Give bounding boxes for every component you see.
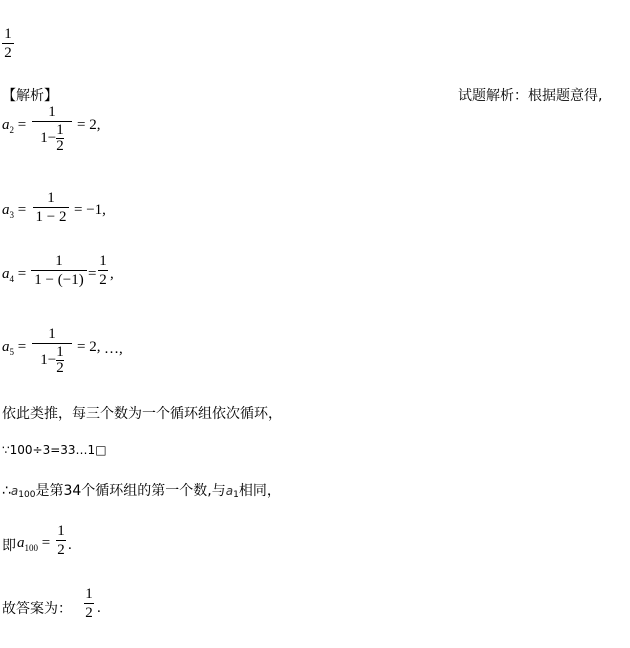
equation-a5-tail: …, [104, 341, 123, 357]
answer-label: 故答案为： [2, 601, 72, 617]
analysis-heading: 【解析】 [2, 88, 58, 104]
answer-fraction: 1 2 [85, 586, 93, 621]
equation-a3-lhs: $a_3$ = [2, 202, 27, 220]
conclusion-tail: . [68, 537, 72, 553]
top-answer-denominator: 2 [4, 45, 12, 61]
equation-a5-fraction: 1 1− $\frac{1}{2}$ [32, 326, 72, 376]
answer-tail: . [97, 600, 101, 616]
conclusion-fraction: 1 2 [57, 523, 65, 558]
conclusion-label: 即 [2, 538, 16, 554]
equation-a3-rhs: = −1, [74, 202, 106, 218]
top-answer-numerator: 1 [4, 26, 12, 42]
equation-a4-rhs-fraction: 1 2 [99, 253, 107, 288]
top-answer-fraction [2, 26, 14, 61]
analysis-intro: 试题解析：根据题意得, [458, 88, 603, 104]
division-statement: ∵100÷3=33…1□ [2, 443, 107, 457]
equation-a4-eq: = [88, 266, 97, 282]
conclusion-lhs: $a_{100}$ = [17, 535, 51, 553]
equation-a5-rhs: = 2, [77, 339, 101, 355]
equation-a5-lhs: $a_5$ = [2, 339, 27, 357]
equation-a4-lhs: $a_4$ = [2, 266, 27, 284]
equation-a2-lhs: $a_2$ = [2, 117, 27, 135]
equation-a4-fraction: 1 1 − (−1) [31, 253, 87, 288]
group-statement: ∴a100是第34个循环组的第一个数,与a1相同， [2, 483, 281, 500]
cycle-statement: 依此类推，每三个数为一个循环组依次循环， [2, 406, 282, 422]
equation-a4-tail: , [110, 266, 114, 282]
equation-a2-rhs: = 2, [77, 117, 101, 133]
equation-a3-fraction: 1 1 − 2 [33, 190, 69, 225]
equation-a2-fraction: 1 1− $\frac{1}{2}$ [32, 104, 72, 154]
